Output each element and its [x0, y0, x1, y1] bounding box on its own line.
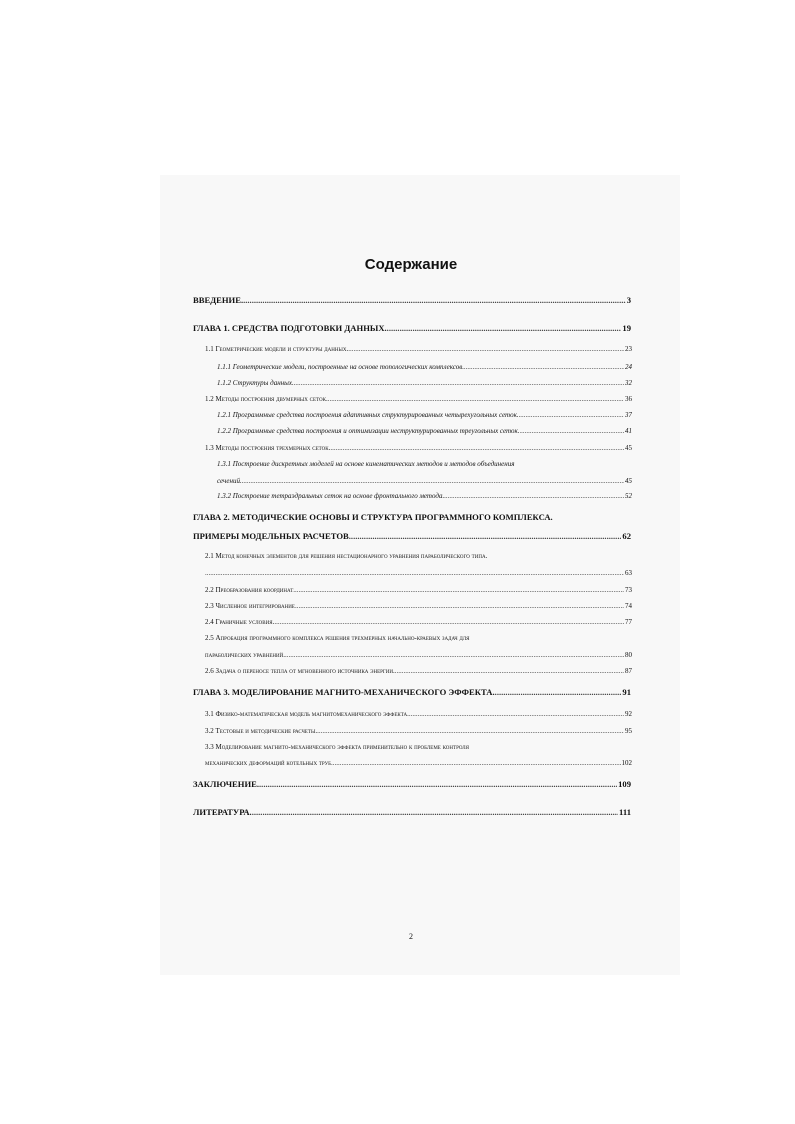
toc-entry-1-1-2 — [217, 377, 632, 389]
leader-dots — [243, 294, 626, 306]
toc-entry-1-3-1 — [217, 475, 632, 487]
toc-entry-text: 3.2 Тестовые и методические расчеты. — [205, 727, 318, 735]
toc-page-number: 92 — [625, 710, 632, 718]
toc-entry-text: ЗАКЛЮЧЕНИЕ. — [193, 779, 260, 789]
toc-entry-1-2-1 — [217, 409, 632, 421]
toc-entry-text: параболических уравнений. — [205, 651, 285, 659]
toc-page-number: 95 — [625, 727, 632, 735]
leader-dots — [294, 377, 624, 389]
toc-entry-2-5 — [205, 649, 632, 661]
leader-dots — [464, 361, 624, 373]
leader-dots — [520, 425, 624, 437]
toc-entry-literature — [193, 806, 631, 818]
toc-page-number: 91 — [622, 687, 631, 697]
toc-entry-2-2 — [205, 584, 632, 596]
toc-entry-2-1-line1: 2.1 Метод конечных элементов для решения нестационарного уравнения параболического типа. — [205, 552, 488, 560]
toc-entry-1-3-1-line1: 1.3.1 Построение дискретных моделей на основе кинематических методов и методов объединения — [217, 460, 515, 468]
toc-page-number: 74 — [625, 602, 632, 610]
toc-entry-text: 1.3.2 Построение тетраэдральных сеток на основе фронтального метода. — [217, 492, 445, 500]
toc-page-number: 32 — [625, 379, 632, 387]
leader-dots — [349, 530, 622, 542]
toc-entry-chapter-3 — [193, 686, 631, 698]
leader-dots — [285, 649, 624, 661]
toc-entry-text: 2.2 Преобразования координат — [205, 586, 294, 594]
toc-page-number: 80 — [625, 651, 632, 659]
toc-page-number: 73 — [625, 586, 632, 594]
page-number: 2 — [409, 932, 413, 941]
toc-entry-intro — [193, 294, 631, 306]
leader-dots — [242, 475, 624, 487]
toc-entry-1-2 — [205, 393, 632, 405]
toc-entry-1-1 — [205, 343, 632, 355]
toc-page-number: 87 — [625, 667, 632, 675]
leader-dots — [519, 409, 624, 421]
toc-page-number: 62 — [622, 531, 631, 541]
toc-entry-text: 1.2.1 Программные средства построения адаптивных структурированных четырехугольных сеток. — [217, 411, 519, 419]
leader-dots — [395, 665, 624, 677]
toc-entry-text: 1.2.2 Программные средства построения и оптимизации неструктурированных треугольных сеток. — [217, 427, 520, 435]
toc-entry-text: ГЛАВА 3. МОДЕЛИРОВАНИЕ МАГНИТО-МЕХАНИЧЕСКОГО ЭФФЕКТА. — [193, 687, 495, 697]
toc-entry-2-4 — [205, 616, 632, 628]
toc-entry-text: механических деформаций котельных труб — [205, 759, 331, 767]
toc-entry-text: ЛИТЕРАТУРА. — [193, 807, 252, 817]
leader-dots — [293, 584, 624, 596]
toc-page-number: 52 — [625, 492, 632, 500]
leader-dots — [317, 725, 624, 737]
toc-page-number: 45 — [625, 477, 632, 485]
toc-page-number: 3 — [626, 295, 631, 305]
toc-entry-text: сечений. — [217, 477, 242, 485]
toc-entry-text: 2.3 Численное интегрирование — [205, 602, 295, 610]
leader-dots — [252, 806, 618, 818]
leader-dots — [274, 616, 624, 628]
leader-dots — [387, 322, 622, 334]
toc-entry-2-5-line1: 2.5 Апробация программного комплекса решения трехмерных начально-краевых задач для — [205, 634, 470, 642]
toc-page-number: 23 — [625, 345, 632, 353]
toc-entry-text: 1.1.2 Структуры данных. — [217, 379, 294, 387]
toc-entry-3-3-line1: 3.3 Моделирование магнито-механического эффекта применительно к проблеме контроля — [205, 743, 470, 751]
leader-dots — [259, 778, 617, 790]
toc-entry-text: 2.6 Задача о переносе тепла от мгновенного источника энергии. — [205, 667, 395, 675]
toc-entry-3-1 — [205, 708, 632, 720]
leader-dots — [330, 442, 624, 454]
toc-entry-conclusion — [193, 778, 631, 790]
toc-entry-1-3-2 — [217, 490, 632, 502]
toc-entry-text: ГЛАВА 1. СРЕДСТВА ПОДГОТОВКИ ДАННЫХ. — [193, 323, 387, 333]
toc-page-number: 63 — [625, 569, 632, 577]
leader-dots — [495, 686, 622, 698]
toc-entry-1-2-2 — [217, 425, 632, 437]
toc-page-number: 24 — [625, 363, 632, 371]
toc-page-number: 77 — [625, 618, 632, 626]
leader-dots — [444, 490, 624, 502]
toc-page-number: 41 — [625, 427, 632, 435]
toc-page-number: 19 — [622, 323, 631, 333]
leader-dots — [328, 393, 624, 405]
toc-page-number: 36 — [625, 395, 632, 403]
toc-entry-text: 1.3 Методы построения трехмерных сеток. — [205, 444, 331, 452]
leader-dots — [205, 567, 624, 579]
toc-entry-3-3 — [205, 757, 632, 769]
toc-page-number: 109 — [618, 779, 631, 789]
leader-dots — [295, 600, 624, 612]
toc-entry-text: ВВЕДЕНИЕ. — [193, 295, 244, 305]
toc-entry-text: 2.4 Граничные условия. — [205, 618, 275, 626]
toc-entry-chapter-2 — [193, 530, 631, 542]
toc-entry-text: 1.1.1 Геометрические модели, построенные на основе топологических комплексов. — [217, 363, 465, 371]
toc-entry-2-6 — [205, 665, 632, 677]
page-title: Содержание — [364, 256, 458, 273]
toc-entry-2-1 — [205, 567, 632, 579]
leader-dots — [331, 757, 621, 769]
toc-page-number: 102 — [621, 759, 632, 767]
leader-dots — [407, 708, 624, 720]
toc-entry-1-3 — [205, 442, 632, 454]
toc-page-number: 45 — [625, 444, 632, 452]
toc-entry-text: 3.1 Физико-математическая модель магнитомеханического эффекта — [205, 710, 408, 718]
toc-entry-chapter-2-line1: ГЛАВА 2. МЕТОДИЧЕСКИЕ ОСНОВЫ И СТРУКТУРА ПРОГРАММНОГО КОМПЛЕКСА. — [193, 512, 553, 522]
leader-dots — [348, 343, 624, 355]
toc-page-number: 37 — [625, 411, 632, 419]
toc-entry-text: 1.2 Методы построения двумерных сеток. — [205, 395, 328, 403]
toc-entry-text: ПРИМЕРЫ МОДЕЛЬНЫХ РАСЧЕТОВ — [193, 531, 349, 541]
toc-page-number: 111 — [619, 807, 631, 817]
toc-entry-2-3 — [205, 600, 632, 612]
toc-entry-3-2 — [205, 725, 632, 737]
toc-entry-1-1-1 — [217, 361, 632, 373]
toc-entry-text: 1.1 Геометрические модели и структуры данных. — [205, 345, 349, 353]
toc-entry-chapter-1 — [193, 322, 631, 334]
